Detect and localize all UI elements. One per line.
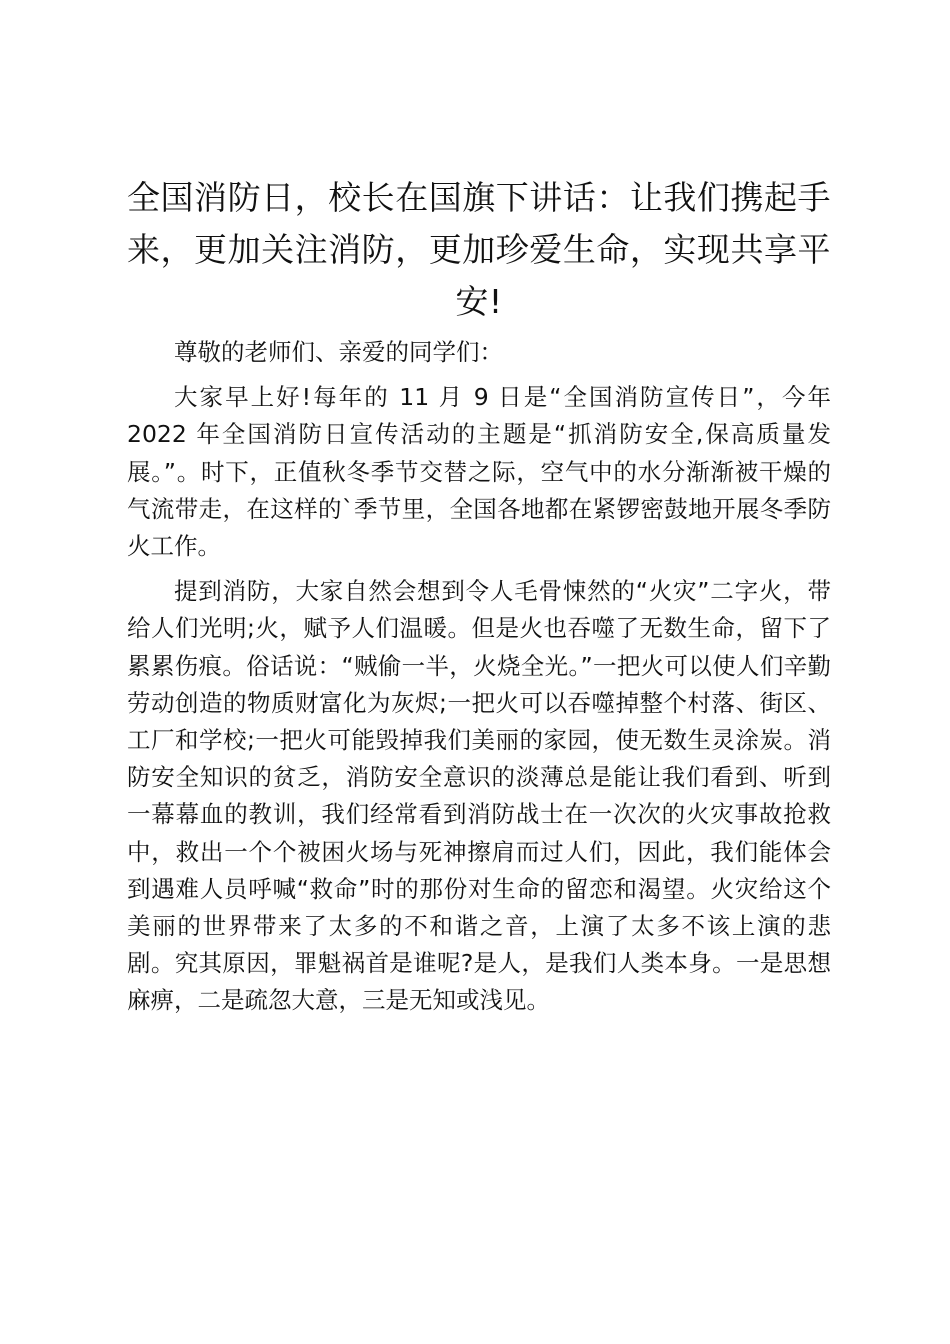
document-title: 全国消防日，校长在国旗下讲话：让我们携起手来，更加关注消防，更加珍爱生命，实现共享平安!	[127, 178, 831, 321]
document-page	[127, 172, 831, 1020]
paragraph-1: 大家早上好!每年的 11 月 9 日是“全国消防宣传日”，今年 2022 年全国消防日宣传活动的主题是“抓消防安全,保高质量发展。”。时下，正值秋冬季节交替之际，空气中的水分渐渐被干燥的气流带走，在这样的`季节里，全国各地都在紧锣密鼓地开展冬季防火工作。	[127, 383, 831, 561]
salutation: 尊敬的老师们、亲爱的同学们：	[174, 338, 503, 366]
paragraph-2: 提到消防，大家自然会想到令人毛骨悚然的“火灾”二字火，带给人们光明;火，赋予人们温暖。但是火也吞噬了无数生命，留下了累累伤痕。俗话说：“贼偷一半，火烧全光。”一把火可以使人们辛勤劳动创造的物质财富化为灰烬;一把火可以吞噬掉整个村落、街区、工厂和学校;一把火可能毁掉我们美丽的家园，使无数生灵涂炭。消防安全知识的贫乏，消防安全意识的淡薄总是能让我们看到、听到一幕幕血的教训，我们经常看到消防战士在一次次的火灾事故抢救中，救出一个个被困火场与死神擦肩而过人们，因此，我们能体会到遇难人员呼喊“救命”时的那份对生命的留恋和渴望。火灾给这个美丽的世界带来了太多的不和谐之音，上演了太多不该上演的悲剧。究其原因，罪魁祸首是谁呢?是人，是我们人类本身。一是思想麻痹，二是疏忽大意，三是无知或浅见。	[127, 577, 831, 1015]
